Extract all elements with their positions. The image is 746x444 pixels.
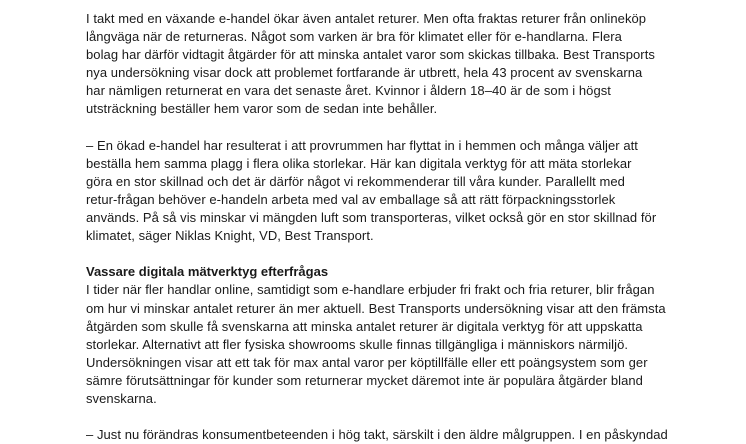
paragraph-spacer — [86, 408, 671, 426]
text-line: svenskarna. — [86, 390, 157, 406]
text-line: göra en stor skillnad och det är därför något vi rekommenderar till våra kunder. Parallellt med — [86, 173, 625, 189]
paragraph-spacer — [86, 119, 671, 137]
text-line: nya undersökning visar dock att problemet fortfarande är utbrett, hela 43 procent av svenskarna — [86, 65, 643, 81]
text-line: – Just nu förändras konsumentbeteenden i hög takt, särskilt i den äldre målgruppen. I en påskyndad — [86, 427, 668, 443]
paragraph-spacer — [86, 245, 671, 263]
text-line: sämre förutsättningar för kunder som returnerar mycket däremot inte är populära åtgärder bland — [86, 372, 643, 388]
text-line: – En ökad e-handel har resulterat i att provrummen har flyttat in i hemmen och många väljer att — [86, 137, 638, 153]
intro-paragraph — [86, 10, 671, 119]
text-line: har nämligen returnerat en vara det senaste året. Kvinnor i åldern 18–40 är de som i högst — [86, 83, 611, 99]
document-page — [86, 10, 671, 444]
text-line: storlekar. Alternativt att fler fysiska showrooms skulle finnas tillgängliga i människors närmiljö. — [86, 336, 629, 352]
text-line: åtgärden som skulle få svenskarna att minska antalet returer är digitala verktyg för att uppskatta — [86, 318, 643, 334]
text-line: I takt med en växande e-handel ökar även antalet returer. Men ofta fraktas returer från onlineköp — [86, 11, 647, 26]
quote-paragraph — [86, 137, 671, 246]
text-line: klimatet, säger Niklas Knight, VD, Best Transport. — [86, 228, 374, 244]
text-line: utsträckning beställer hem varor som de sedan inte behåller. — [86, 101, 438, 117]
section-heading: Vassare digitala mätverktyg efterfrågas — [86, 264, 329, 280]
section-paragraph — [86, 281, 671, 408]
text-line: Undersökningen visar att ett tak för max antal varor per köptillfälle eller ett poängsystem som ger — [86, 354, 648, 370]
text-line: långväga när de returneras. Något som varken är bra för klimatet eller för e-handlarna. Flera — [86, 29, 622, 45]
text-line: bolag har därför vidtagit åtgärder för att minska antalet varor som skickas tillbaka. Best Transports — [86, 47, 655, 63]
text-line: retur-frågan behöver e-handeln arbeta med val av emballage så att rätt förpackningsstorlek — [86, 191, 616, 207]
text-line: används. På så vis minskar vi mängden luft som transporteras, vilket också gör en stor skillnad för — [86, 210, 657, 226]
text-line: I tider när fler handlar online, samtidigt som e-handlare erbjuder fri frakt och fria returer, blir frågan — [86, 282, 655, 298]
text-line: beställa hem samma plagg i flera olika storlekar. Här kan digitala verktyg för att mäta storlekar — [86, 155, 632, 171]
closing-quote-paragraph — [86, 426, 671, 444]
text-line: om hur vi minskar antalet returer än mer aktuell. Best Transports undersökning visar att den främsta — [86, 300, 666, 316]
